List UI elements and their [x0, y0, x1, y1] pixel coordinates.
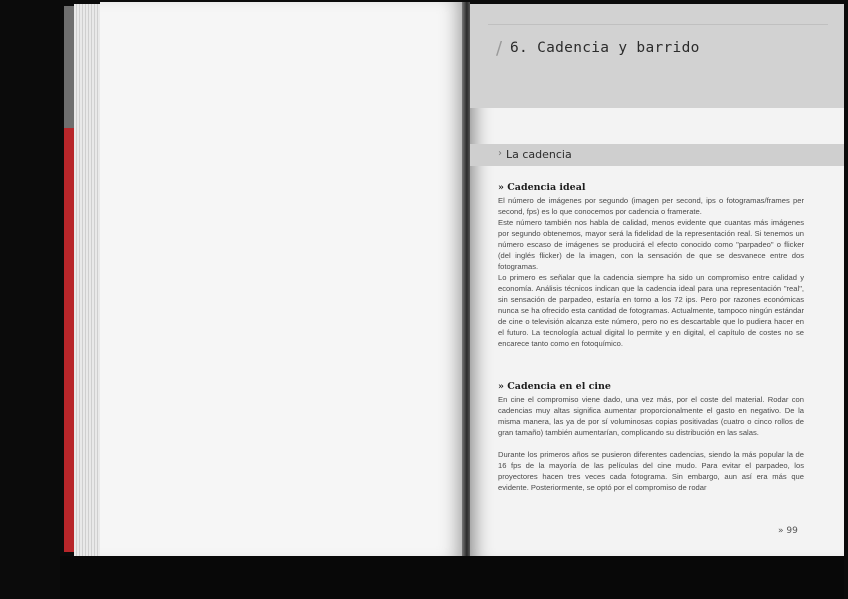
book-gutter	[462, 2, 470, 562]
left-page-edge-red	[64, 128, 74, 552]
section-title: La cadencia	[506, 148, 572, 161]
chapter-header-band	[470, 4, 844, 108]
left-page-edge-gray	[64, 6, 74, 130]
paragraph: Lo primero es señalar que la cadencia siempre ha sido un compromiso entre calidad y economía. Análisis técnicos indican que la cadencia ideal para una representación "real", sin sensación de parpadeo, estaría en torno a los 72 ips. Pero por razones económicas nunca se ha ofrecido esta cantidad de fotogramas. Actualmente, tampoco ningún estándar de cine o televisión alcanza este número, pero no es descartable que lo pudiera hacer en el futuro. La tecnología actual digital lo permite y en digital, el capítulo de costes no se encarece tanto como en fotoquímico.	[498, 273, 804, 348]
paragraph: Este número también nos habla de calidad, menos evidente que cuantas más imágenes por segundo obtenemos, mayor será la fidelidad de la representación real. Si tenemos un número escaso de imágenes se producirá el efecto conocido como "parpadeo" o flicker (del inglés flicker) de la imagen, con la sensación de que se desvanece entre dos fotogramas.	[498, 218, 804, 271]
page-number: » 99	[778, 526, 798, 536]
right-page	[470, 4, 844, 558]
chapter-title: 6. Cadencia y barrido	[510, 40, 700, 56]
left-page-stack	[74, 4, 100, 556]
paragraph: En cine el compromiso viene dado, una vez más, por el coste del material. Rodar con cadencias muy altas significa aumentar proporcionalmente el gasto en negativo. De la misma manera, las ya de por sí voluminosas copias positivadas (cuatro o cinco rollos de gran tamaño) también aumentarían, complicando su distribución en las salas.	[498, 395, 804, 437]
left-page-blank	[100, 2, 462, 558]
subheading: » Cadencia en el cine	[498, 381, 611, 392]
paragraph: El número de imágenes por segundo (imagen per second, ips o fotogramas/frames per second, fps) es lo que conocemos por cadencia o framerate.	[498, 196, 804, 216]
section-marker-icon: ›	[498, 148, 502, 159]
paragraph: Durante los primeros años se pusieron diferentes cadencias, siendo la más popular la de 16 fps de la mayoría de las películas del cine mudo. Para evitar el parpadeo, los proyectores hacen tres veces cada fotograma. Sin embargo, aun así era más que evidente. Posteriormente, se optó por el compromiso de rodar	[498, 450, 804, 492]
scan-bottom-shadow	[60, 556, 844, 599]
chapter-slash-icon: /	[496, 38, 503, 59]
chapter-header-rule	[488, 24, 828, 25]
subheading: » Cadencia ideal	[498, 182, 586, 193]
